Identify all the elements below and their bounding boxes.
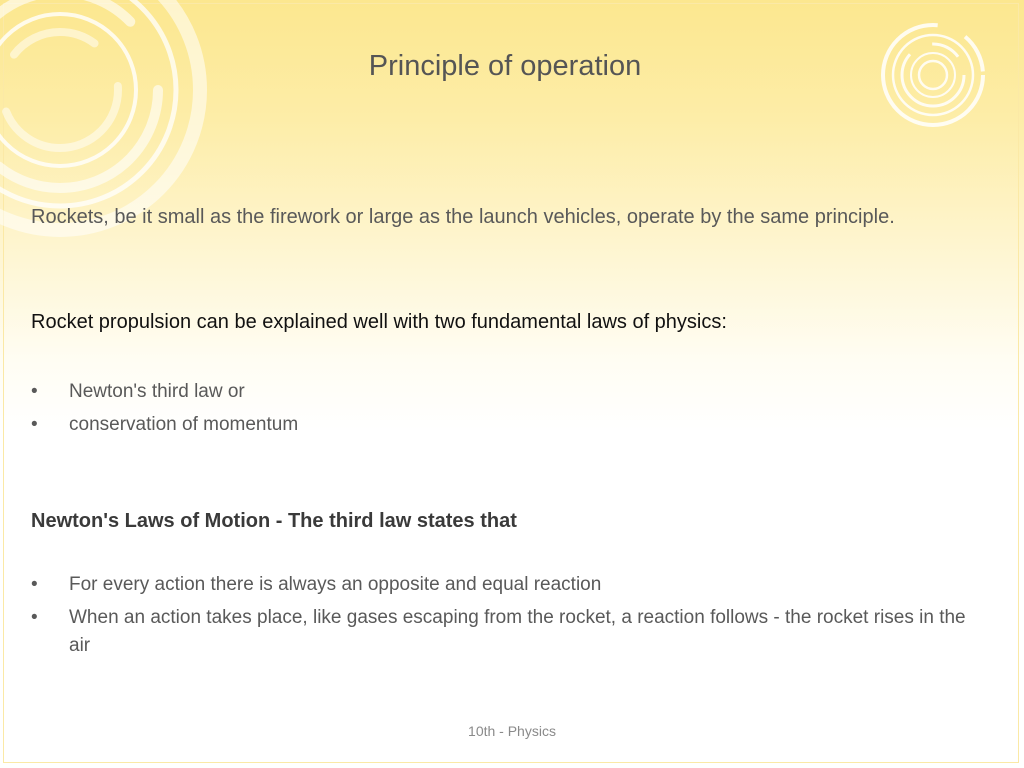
- newton-heading: Newton's Laws of Motion - The third law states that: [31, 510, 517, 532]
- slide-title: Principle of operation: [368, 50, 642, 82]
- list-item: [31, 571, 991, 599]
- bullet-icon: •: [31, 414, 38, 435]
- intro-paragraph: Rockets, be it small as the firework or large as the launch vehicles, operate by the same principle.: [31, 206, 895, 228]
- list-item-text: For every action there is always an opposite and equal reaction: [69, 574, 602, 595]
- newton-points-list: [31, 571, 991, 665]
- list-item-text: When an action takes place, like gases escaping from the rocket, a reaction follows - the rocket rises in the air: [69, 607, 966, 656]
- bullet-icon: •: [31, 574, 38, 595]
- list-item-text: Newton's third law or: [69, 381, 245, 402]
- slide-footer: 10th - Physics: [468, 723, 556, 739]
- list-item-text: conservation of momentum: [69, 414, 299, 435]
- laws-list: [31, 378, 991, 444]
- list-item: [31, 604, 991, 660]
- list-item: [31, 411, 991, 439]
- list-item: [31, 378, 991, 406]
- bullet-icon: •: [31, 381, 38, 402]
- propulsion-paragraph: Rocket propulsion can be explained well with two fundamental laws of physics:: [31, 311, 727, 333]
- bullet-icon: •: [31, 607, 38, 628]
